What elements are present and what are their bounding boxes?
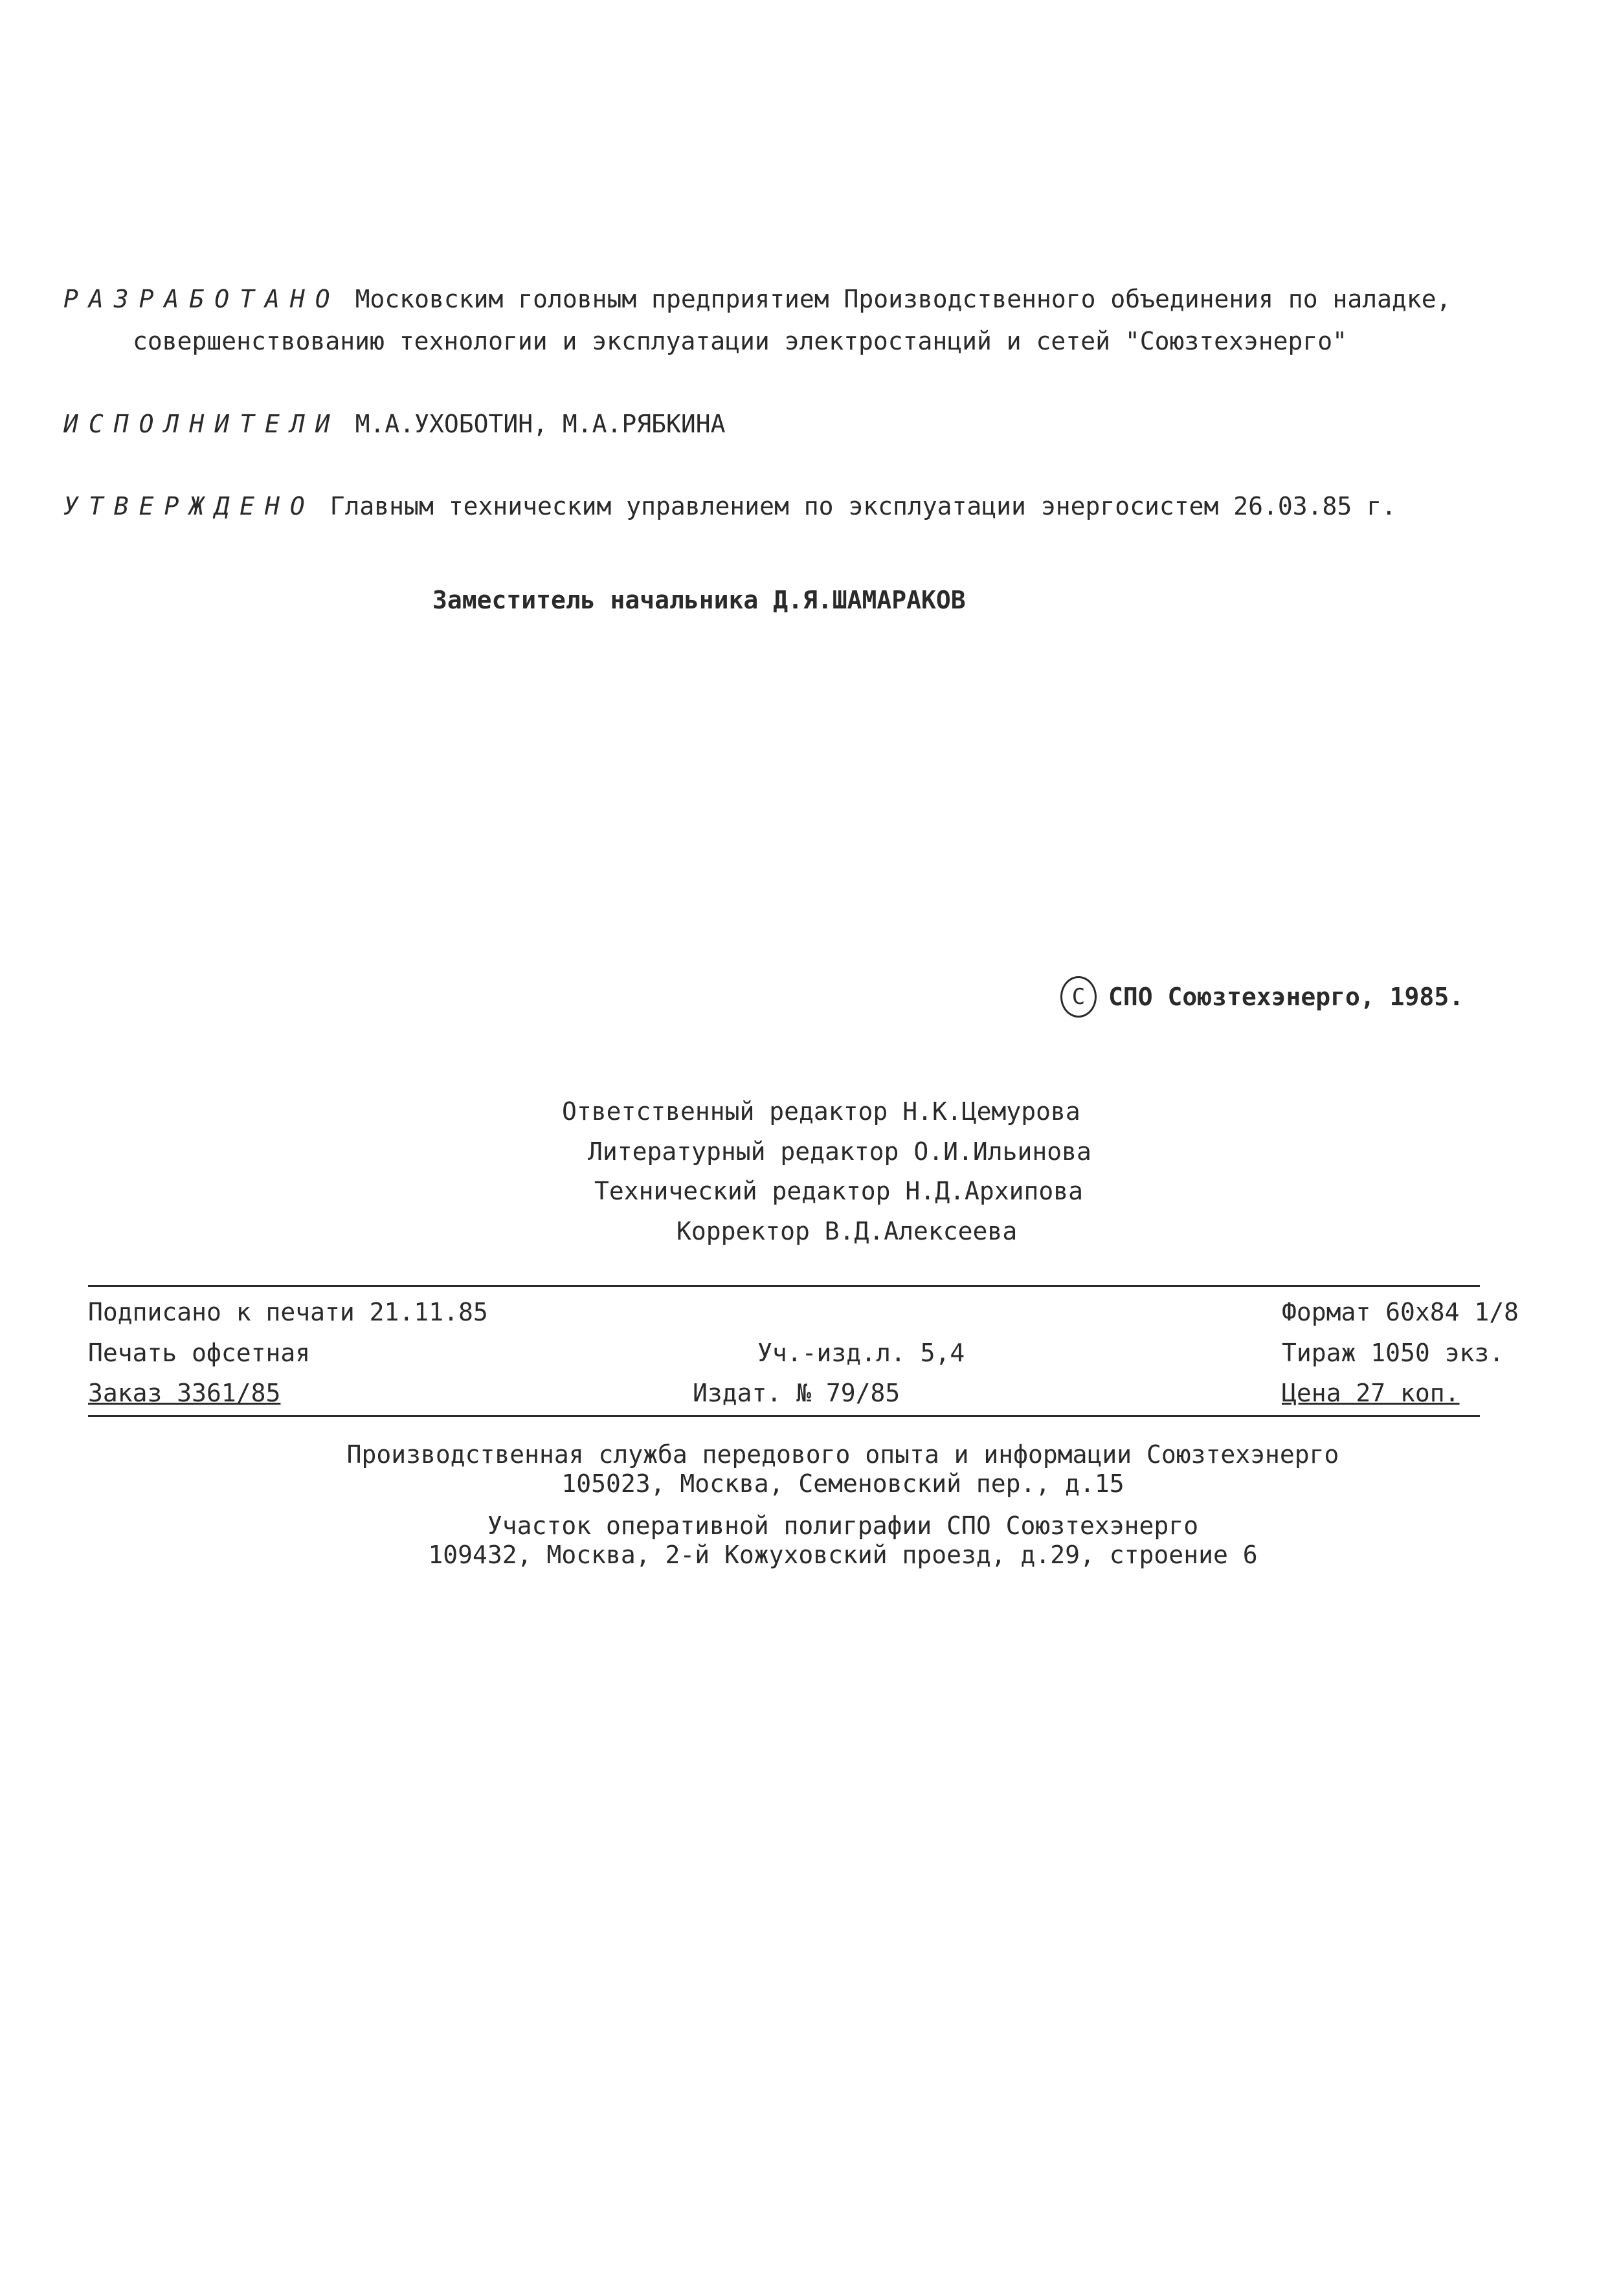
- deputy-signature: Заместитель начальника Д.Я.ШАМАРАКОВ: [432, 586, 966, 614]
- imprint-print: Печать офсетная: [88, 1339, 311, 1367]
- imprint-sheets: Уч.-изд.л. 5,4: [757, 1339, 965, 1367]
- publisher-address: 105023, Москва, Семеновский пер., д.15: [561, 1469, 1124, 1498]
- developed-lead: РАЗРАБОТАНО: [63, 285, 341, 313]
- approved-line: [63, 492, 1396, 520]
- executors-lead: ИСПОЛНИТЕЛИ: [63, 410, 341, 438]
- editor-responsible: Ответственный редактор Н.К.Цемурова: [562, 1097, 1080, 1126]
- imprint-copies: Тираж 1050 экз.: [1282, 1339, 1504, 1367]
- imprint-format: Формат 60х84 1/8: [1282, 1298, 1519, 1326]
- imprint-top-rule: [88, 1285, 1480, 1287]
- publisher-name: Производственная служба передового опыта и информации Союзтехэнерго: [346, 1440, 1339, 1469]
- developed-line-1: [63, 285, 1451, 313]
- printshop-name: Участок оперативной полиграфии СПО Союзтехэнерго: [487, 1511, 1199, 1540]
- copyright-line: [1060, 976, 1464, 1018]
- copyright-text: СПО Союзтехэнерго, 1985.: [1108, 983, 1464, 1011]
- approved-text: Главным техническим управлением по эксплуатации энергосистем 26.03.85 г.: [330, 492, 1396, 520]
- imprint-edition: Издат. № 79/85: [693, 1379, 900, 1407]
- printshop-address: 109432, Москва, 2-й Кожуховский проезд, д.29, строение 6: [428, 1541, 1258, 1569]
- imprint-signed: Подписано к печати 21.11.85: [88, 1298, 488, 1326]
- approved-lead: УТВЕРЖДЕНО: [63, 492, 315, 520]
- executors-line: [63, 410, 726, 438]
- imprint-bottom-rule: [88, 1415, 1480, 1417]
- editor-literary: Литературный редактор О.И.Ильинова: [588, 1137, 1091, 1166]
- imprint-price: Цена 27 коп.: [1282, 1379, 1460, 1407]
- executors-names: М.А.УХОБОТИН, М.А.РЯБКИНА: [355, 410, 726, 438]
- imprint-order: Заказ 3361/85: [88, 1379, 281, 1407]
- editor-technical: Технический редактор Н.Д.Архипова: [594, 1177, 1083, 1205]
- copyright-icon: C: [1060, 976, 1097, 1018]
- developed-text-1: Московским головным предприятием Производственного объединения по наладке,: [355, 285, 1451, 313]
- editor-corrector: Корректор В.Д.Алексеева: [676, 1217, 1018, 1245]
- developed-text-2: совершенствованию технологии и эксплуатации электростанций и сетей "Союзтехэнерго": [133, 327, 1347, 355]
